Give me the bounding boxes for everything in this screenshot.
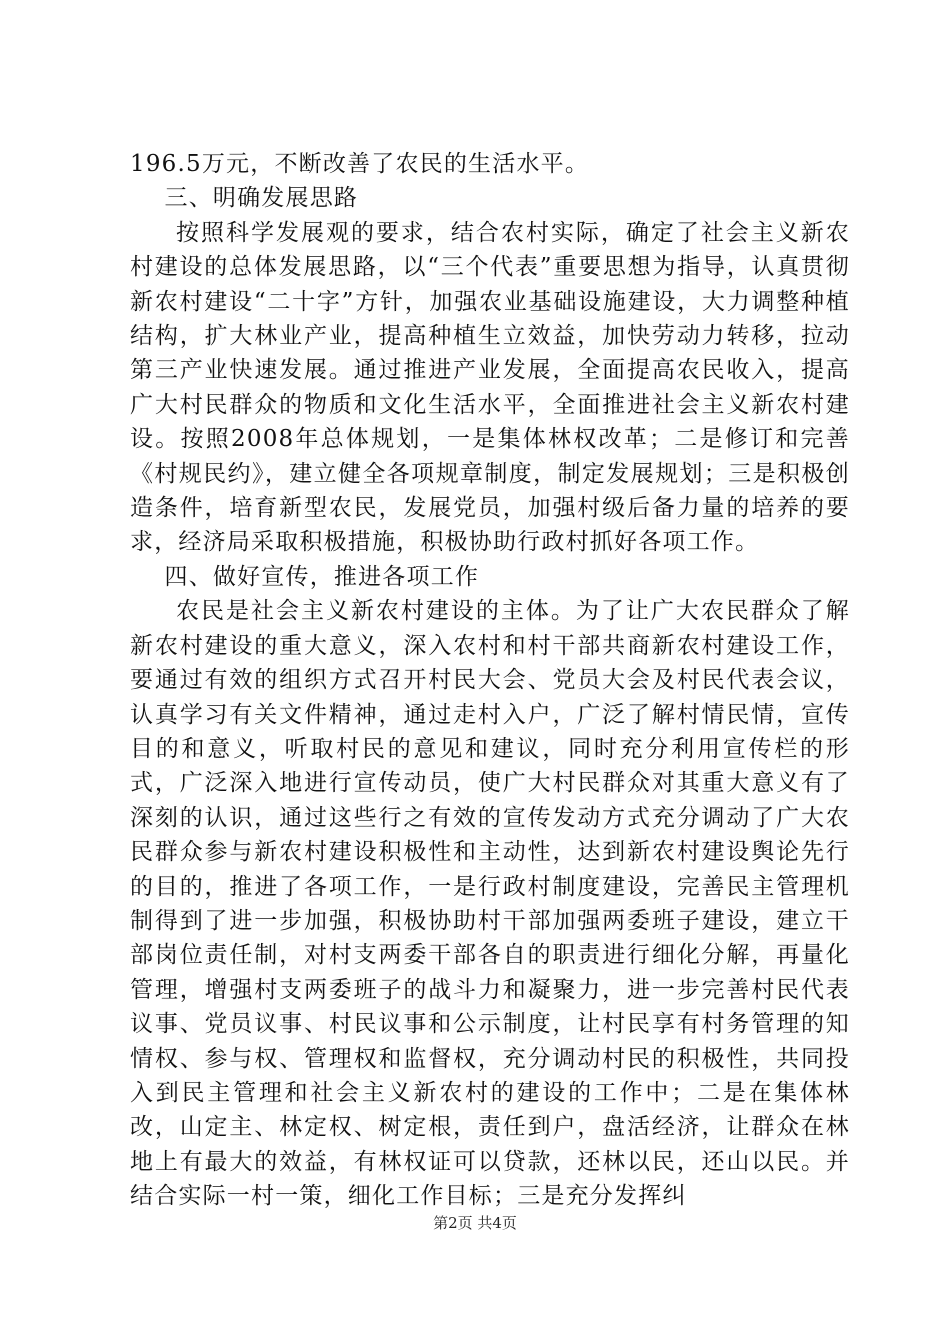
paragraph-publicity-work: 农民是社会主义新农村建设的主体。为了让广大农民群众了解新农村建设的重大意义，深入农村和村干部共商新农村建设工作，要通过有效的组织方式召开村民大会、党员大会及村民代表会议，认真学习有关文件精神，通过走村入户，广泛了解村情民情，宣传目的和意义，听取村民的意见和建议，同时充分利用宣传栏的形式，广泛深入地进行宣传动员，使广大村民群众对其重大意义有了深刻的认识，通过这些行之有效的宣传发动方式充分调动了广大农民群众参与新农村建设积极性和主动性，达到新农村建设舆论先行的目的，推进了各项工作，一是行政村制度建设，完善民主管理机制得到了进一步加强，积极协助村干部加强两委班子建设，建立干部岗位责任制，对村支两委干部各自的职责进行细化分解，再量化管理，增强村支两委班子的战斗力和凝聚力，进一步完善村民代表议事、党员议事、村民议事和公示制度，让村民享有村务管理的知情权、参与权、管理权和监督权，充分调动村民的积极性，共同投入到民主管理和社会主义新农村的建设的工作中；二是在集体林改，山定主、林定权、树定根，责任到户，盘活经济，让群众在林地上有最大的效益，有林权证可以贷款，还林以民，还山以民。并结合实际一村一策，细化工作目标；三是充分发挥纠 — [130, 598, 850, 1210]
page-number-footer: 第2页 共4页 — [433, 1214, 517, 1232]
section-heading-4: 四、做好宣传，推进各项工作 — [164, 563, 480, 590]
section-heading-3: 三、明确发展思路 — [164, 185, 359, 212]
paragraph-development-ideas: 按照科学发展观的要求，结合农村实际，确定了社会主义新农村建设的总体发展思路，以“三个代表”重要思想为指导，认真贯彻新农村建设“二十字”方针，加强农业基础设施建设，大力调整种植结构，扩大林业产业，提高种植生立效益，加快劳动力转移，拉动第三产业快速发展。通过推进产业发展，全面提高农民收入，提高广大村民群众的物质和文化生活水平，全面推进社会主义新农村建设。按照2008年总体规划，一是集体林权改革；二是修订和完善《村规民约》，建立健全各项规章制度，制定发展规划；三是积极创造条件，培育新型农民，发展党员，加强村级后备力量的培养的要求，经济局采取积极措施，积极协助行政村抓好各项工作。 — [130, 219, 850, 556]
paragraph-continuation: 196.5万元，不断改善了农民的生活水平。 — [130, 151, 590, 177]
document-body — [130, 147, 850, 1214]
